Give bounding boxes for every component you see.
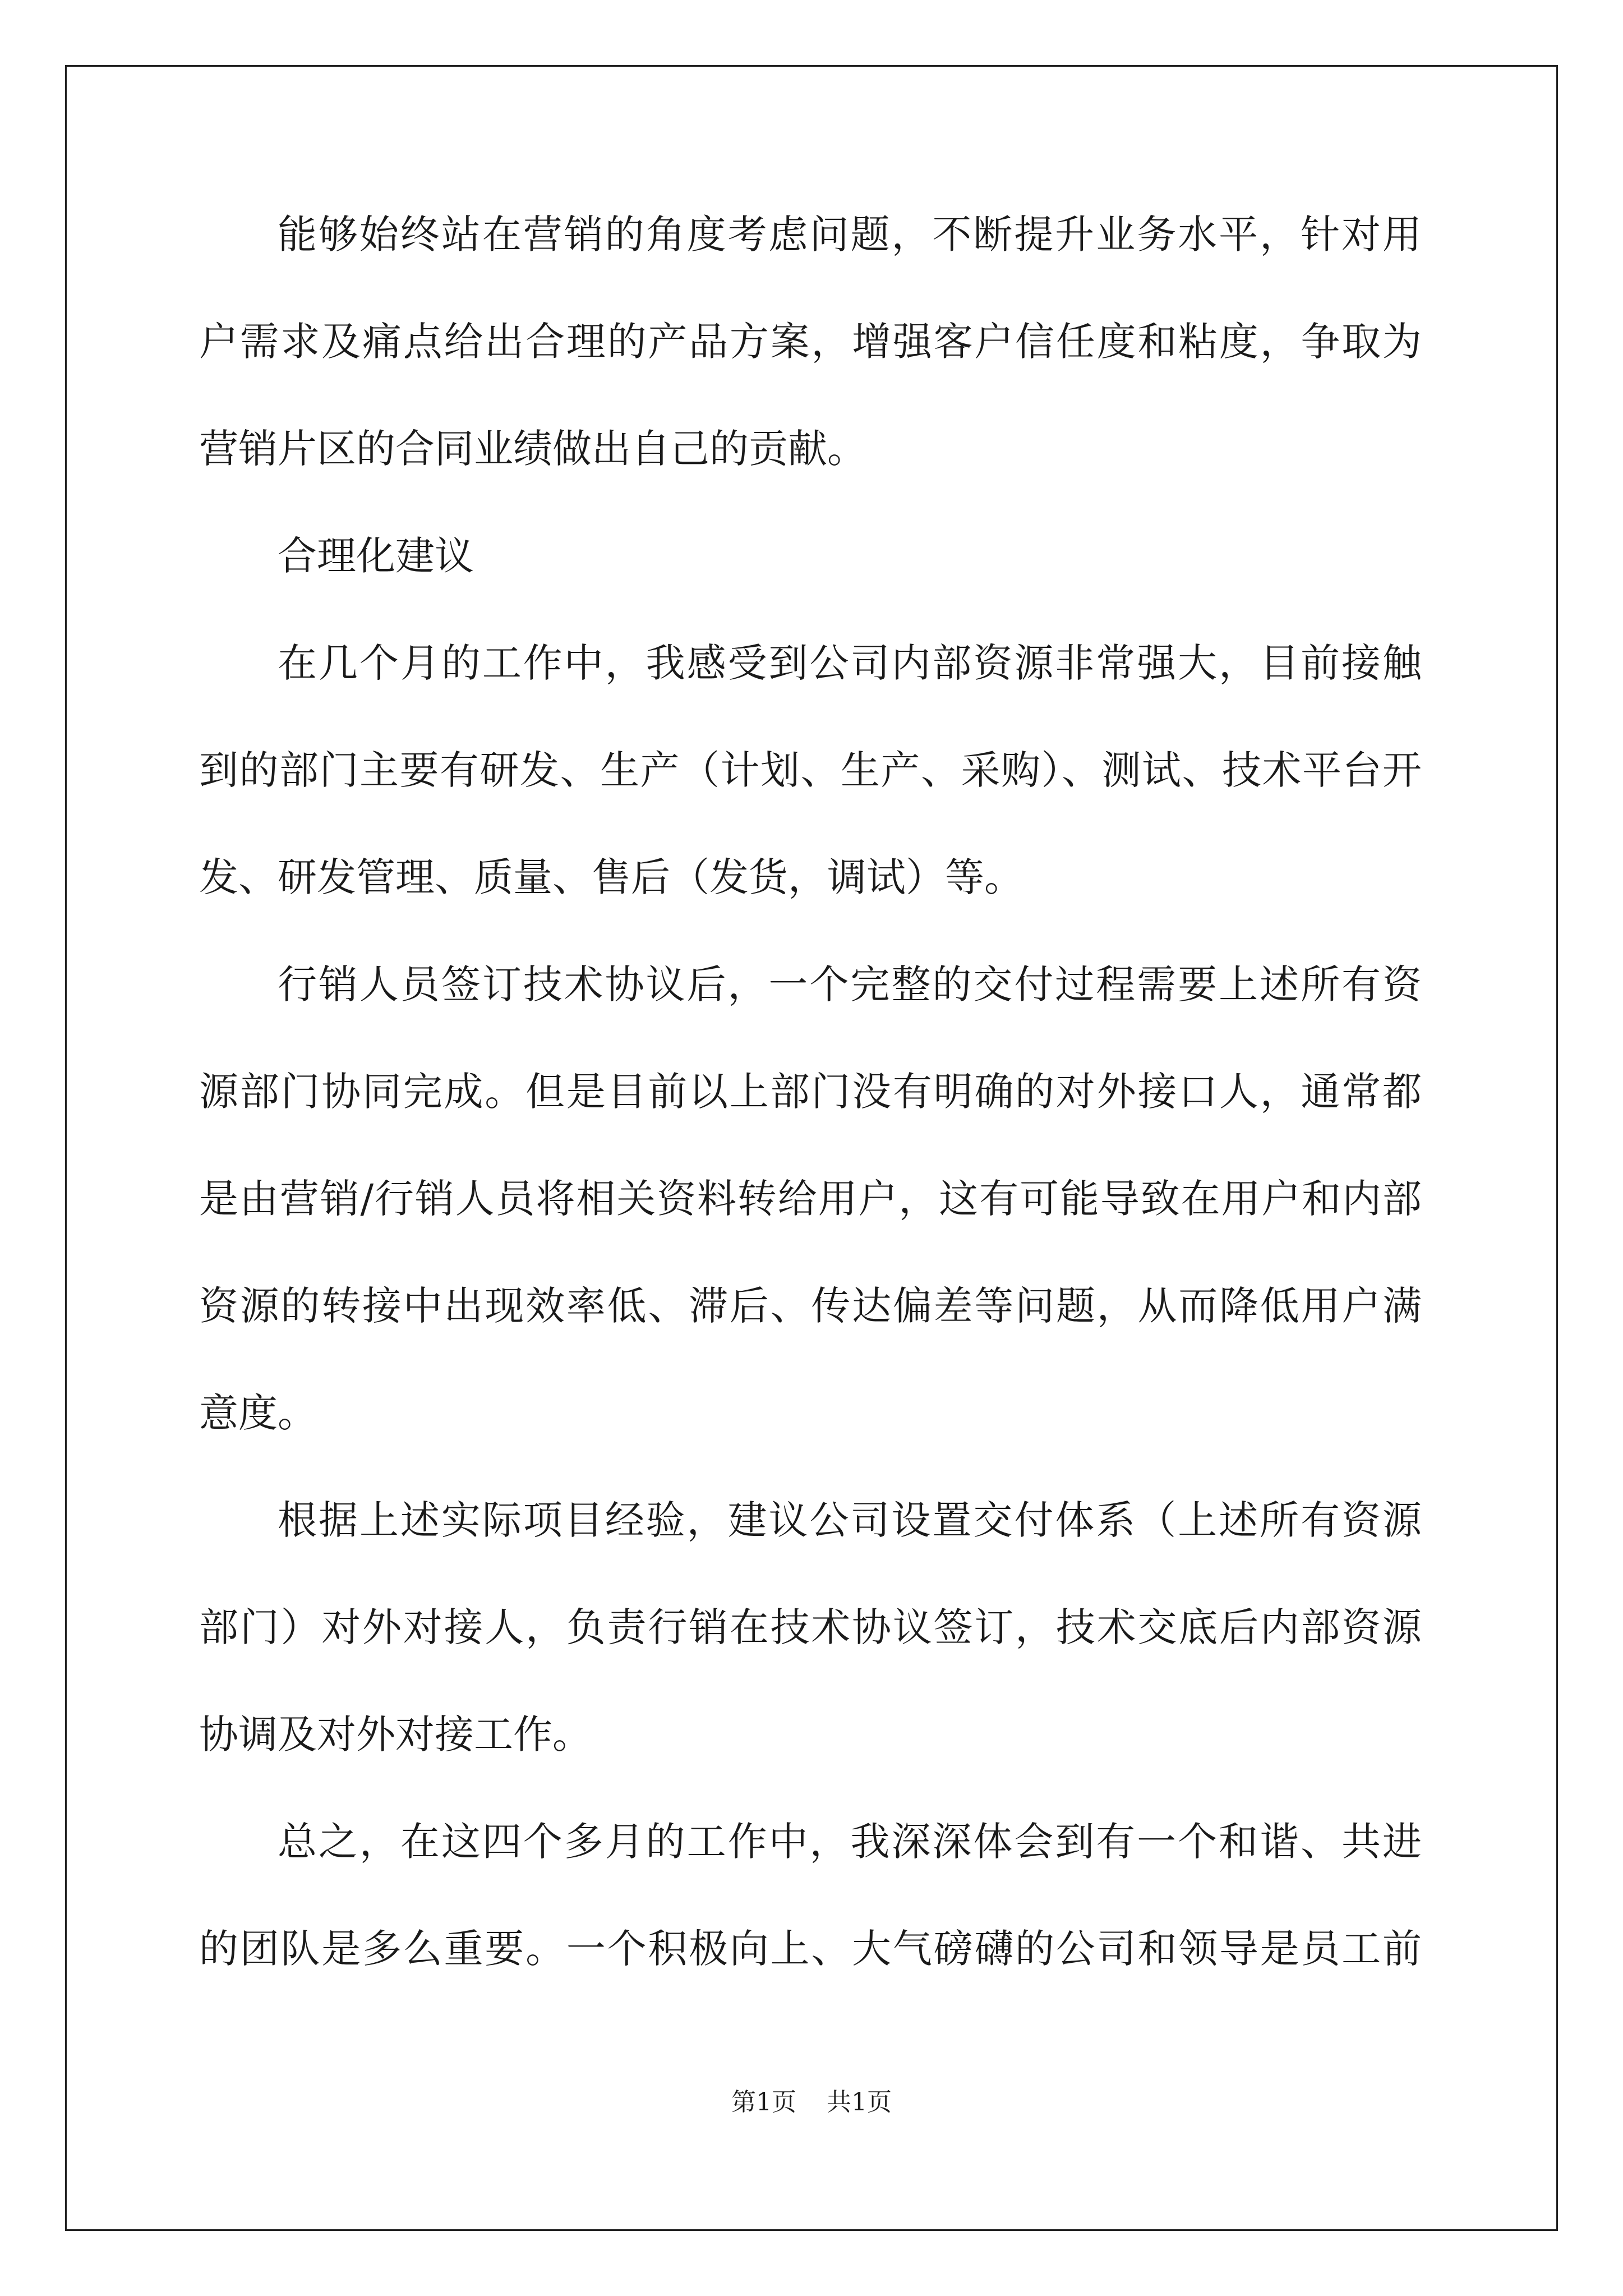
paragraph-line: 资源的转接中出现效率低、滞后、传达偏差等问题，从而降低用户满 [199, 1283, 1422, 1329]
paragraph-line: 源部门协同完成。但是目前以上部门没有明确的对外接口人，通常都 [199, 1069, 1422, 1115]
paragraph-line: 到的部门主要有研发、生产（计划、生产、采购）、测试、技术平台开 [199, 747, 1422, 793]
section-heading: 合理化建议 [278, 533, 474, 579]
page-number: 第1页 [731, 2088, 796, 2116]
paragraph-line: 是由营销/行销人员将相关资料转给用户，这有可能导致在用户和内部 [199, 1176, 1422, 1222]
paragraph-line: 的团队是多么重要。一个积极向上、大气磅礴的公司和领导是员工前 [199, 1926, 1422, 1972]
paragraph-line: 意度。 [199, 1390, 317, 1436]
paragraph-line: 总之，在这四个多月的工作中，我深深体会到有一个和谐、共进 [278, 1819, 1422, 1865]
paragraph-line: 根据上述实际项目经验，建议公司设置交付体系（上述所有资源 [278, 1497, 1422, 1543]
page-border [65, 65, 1558, 2231]
page-footer [0, 2086, 1623, 2119]
paragraph-line: 户需求及痛点给出合理的产品方案，增强客户信任度和粘度，争取为 [199, 319, 1422, 365]
paragraph-line: 部门）对外对接人，负责行销在技术协议签订，技术交底后内部资源 [199, 1604, 1422, 1650]
paragraph-line: 能够始终站在营销的角度考虑问题，不断提升业务水平，针对用 [278, 211, 1422, 257]
paragraph-line: 发、研发管理、质量、售后（发货，调试）等。 [199, 854, 1023, 900]
page-total: 共1页 [827, 2088, 892, 2116]
paragraph-line: 行销人员签订技术协议后，一个完整的交付过程需要上述所有资 [278, 961, 1422, 1007]
paragraph-line: 营销片区的合同业绩做出自己的贡献。 [199, 426, 866, 472]
paragraph-line: 在几个月的工作中，我感受到公司内部资源非常强大，目前接触 [278, 640, 1422, 686]
paragraph-line: 协调及对外对接工作。 [199, 1711, 592, 1757]
